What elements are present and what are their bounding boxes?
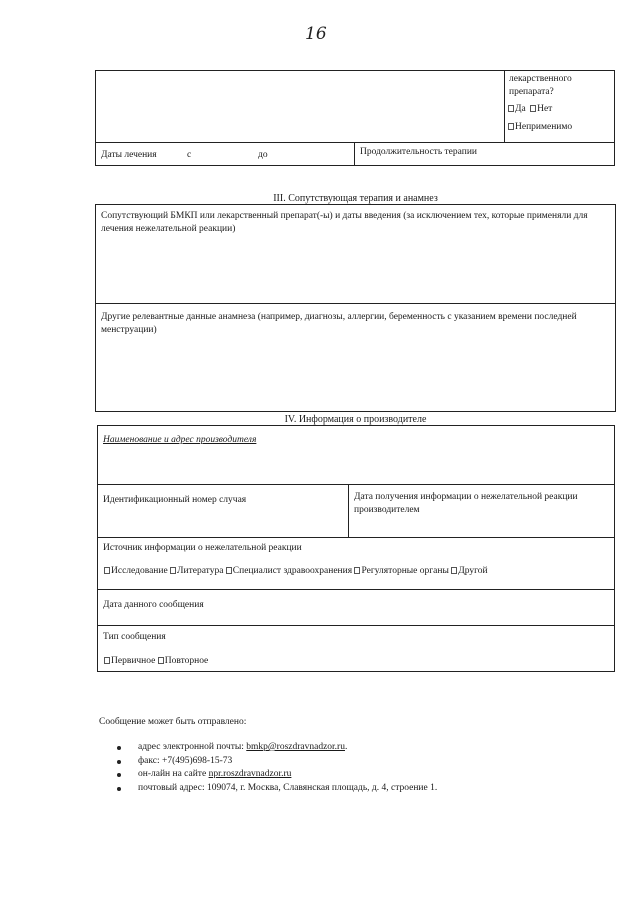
contact-fax: факс: +7(495)698-15-73 [112, 756, 592, 770]
option-healthcare-professional: Специалист здравоохранения [232, 566, 353, 576]
treatment-table [95, 70, 615, 166]
option-na-label: Неприменимо [515, 122, 573, 132]
received-date-label: Дата получения информации о нежелательной реакции производителем [354, 492, 578, 515]
option-no-label: Нет [537, 104, 553, 114]
checkbox-literature[interactable] [170, 567, 176, 574]
report-type-options [104, 655, 208, 668]
section3-title: III. Сопутствующая терапия и анамнез [273, 193, 438, 204]
contacts-intro: Сообщение может быть отправлено: [99, 717, 247, 727]
option-research: Исследование [111, 566, 168, 576]
contact-postal: почтовый адрес: 109074, г. Москва, Славянская площадь, д. 4, строение 1. [112, 783, 592, 797]
dates-label: Даты лечения [101, 150, 157, 160]
checkbox-not-applicable[interactable] [508, 123, 514, 130]
contact-email: адрес электронной почты: bmkp@roszdravnadzor.ru. [112, 742, 592, 756]
checkbox-no[interactable] [530, 105, 536, 112]
date-to-label: до [258, 150, 268, 160]
option-literature: Литература [177, 566, 224, 576]
source-label: Источник информации о нежелательной реакции [103, 543, 302, 553]
duration-label: Продолжительность терапии [360, 147, 477, 157]
checkbox-yes[interactable] [508, 105, 514, 112]
checkbox-regulatory[interactable] [354, 567, 360, 574]
checkbox-initial[interactable] [104, 657, 110, 664]
checkbox-followup[interactable] [158, 657, 164, 664]
email-link[interactable]: bmkp@roszdravnadzor.ru [246, 742, 345, 752]
na-option [508, 121, 572, 134]
option-regulatory: Регуляторные органы [361, 566, 449, 576]
report-date-label: Дата данного сообщения [103, 600, 204, 610]
page-number: 16 [305, 24, 327, 44]
section4-title: IV. Информация о производителе [284, 414, 427, 425]
yes-no-options [508, 103, 552, 116]
option-yes-label: Да [515, 104, 526, 114]
medical-history-label: Другие релевантные данные анамнеза (например, диагнозы, аллергии, беременность с указанием времени последней менструации) [101, 312, 577, 335]
option-followup: Повторное [164, 656, 209, 666]
checkbox-research[interactable] [104, 567, 110, 574]
option-initial: Первичное [111, 656, 156, 666]
option-other: Другой [458, 566, 488, 576]
date-from-label: с [187, 150, 192, 160]
case-id-label: Идентификационный номер случая [103, 495, 247, 505]
manufacturer-label: Наименование и адрес производителя [103, 435, 257, 445]
question-tail: лекарственного препарата? [509, 74, 572, 97]
checkbox-other[interactable] [451, 567, 457, 574]
source-options [104, 565, 488, 578]
checkbox-healthcare-professional[interactable] [226, 567, 232, 574]
website-link[interactable]: npr.roszdravnadzor.ru [208, 769, 292, 779]
contacts-list [112, 742, 592, 796]
concomitant-drugs-label: Сопутствующий БМКП или лекарственный препарат(-ы) и даты введения (за исключением тех, которые применяли для лечения нежелательной реакции) [101, 211, 588, 234]
report-type-label: Тип сообщения [103, 632, 166, 642]
contact-website: он-лайн на сайте npr.roszdravnadzor.ru [112, 769, 592, 783]
section3-table [95, 204, 616, 412]
section4-table [97, 425, 615, 672]
